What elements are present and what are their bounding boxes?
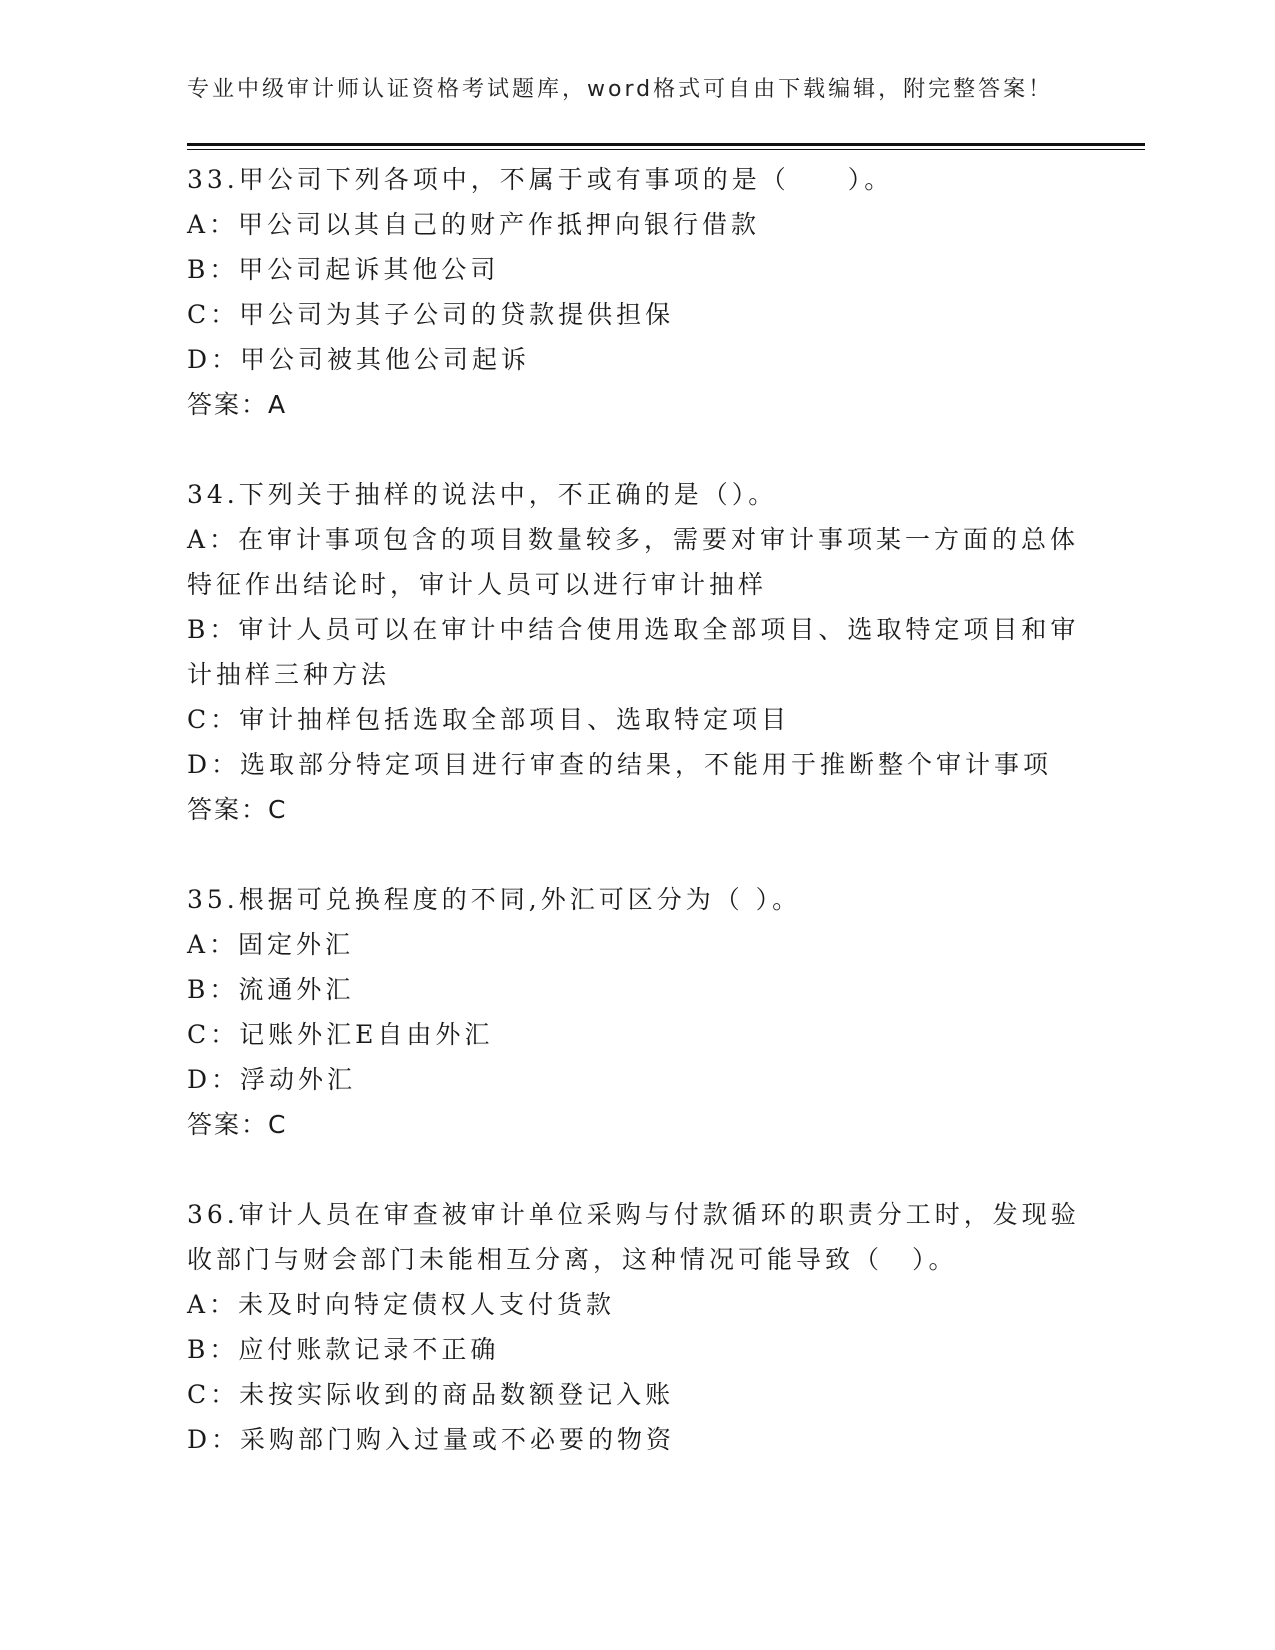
- option-b-continued: 计抽样三种方法: [187, 660, 391, 689]
- option-c: C：记账外汇E自由外汇: [187, 1020, 494, 1049]
- option-a-continued: 特征作出结论时，审计人员可以进行审计抽样: [187, 570, 768, 599]
- option-c: C：甲公司为其子公司的贷款提供担保: [187, 300, 675, 329]
- option-a: A：固定外汇: [187, 930, 355, 959]
- option-b: B：流通外汇: [187, 975, 355, 1004]
- question-33: [187, 157, 1087, 427]
- option-a: A：甲公司以其自己的财产作抵押向银行借款: [187, 210, 761, 239]
- option-d: D：甲公司被其他公司起诉: [187, 345, 531, 374]
- answer: 答案：A: [187, 390, 288, 419]
- question-stem: 36.审计人员在审查被审计单位采购与付款循环的职责分工时，发现验: [187, 1200, 1080, 1229]
- question-36: [187, 1192, 1087, 1462]
- option-b: B：审计人员可以在审计中结合使用选取全部项目、选取特定项目和审: [187, 615, 1080, 644]
- option-c: C：未按实际收到的商品数额登记入账: [187, 1380, 675, 1409]
- answer: 答案：C: [187, 795, 288, 824]
- option-b: B：应付账款记录不正确: [187, 1335, 500, 1364]
- question-stem: 34.下列关于抽样的说法中，不正确的是（）。: [187, 480, 778, 509]
- answer: 答案：C: [187, 1110, 288, 1139]
- question-stem-continued: 收部门与财会部门未能相互分离，这种情况可能导致（ ）。: [187, 1245, 958, 1274]
- question-list: [187, 157, 1087, 1462]
- question-spacer: [187, 1147, 1087, 1192]
- question-35: [187, 877, 1087, 1147]
- option-a: A：未及时向特定债权人支付货款: [187, 1290, 616, 1319]
- question-stem: 33.甲公司下列各项中，不属于或有事项的是（ ）。: [187, 165, 894, 194]
- page-header: 专业中级审计师认证资格考试题库，word格式可自由下载编辑，附完整答案！: [187, 77, 1054, 102]
- question-34: [187, 472, 1087, 832]
- option-d: D：采购部门购入过量或不必要的物资: [187, 1425, 676, 1454]
- question-spacer: [187, 427, 1087, 472]
- option-c: C：审计抽样包括选取全部项目、选取特定项目: [187, 705, 791, 734]
- option-d: D：浮动外汇: [187, 1065, 357, 1094]
- question-stem: 35.根据可兑换程度的不同,外汇可区分为（ ）。: [187, 885, 802, 914]
- option-d: D：选取部分特定项目进行审查的结果，不能用于推断整个审计事项: [187, 750, 1053, 779]
- option-b: B：甲公司起诉其他公司: [187, 255, 500, 284]
- header-rule-thin: [187, 149, 1145, 150]
- option-a: A：在审计事项包含的项目数量较多，需要对审计事项某一方面的总体: [187, 525, 1080, 554]
- header-rule-thick: [187, 143, 1145, 146]
- question-spacer: [187, 832, 1087, 877]
